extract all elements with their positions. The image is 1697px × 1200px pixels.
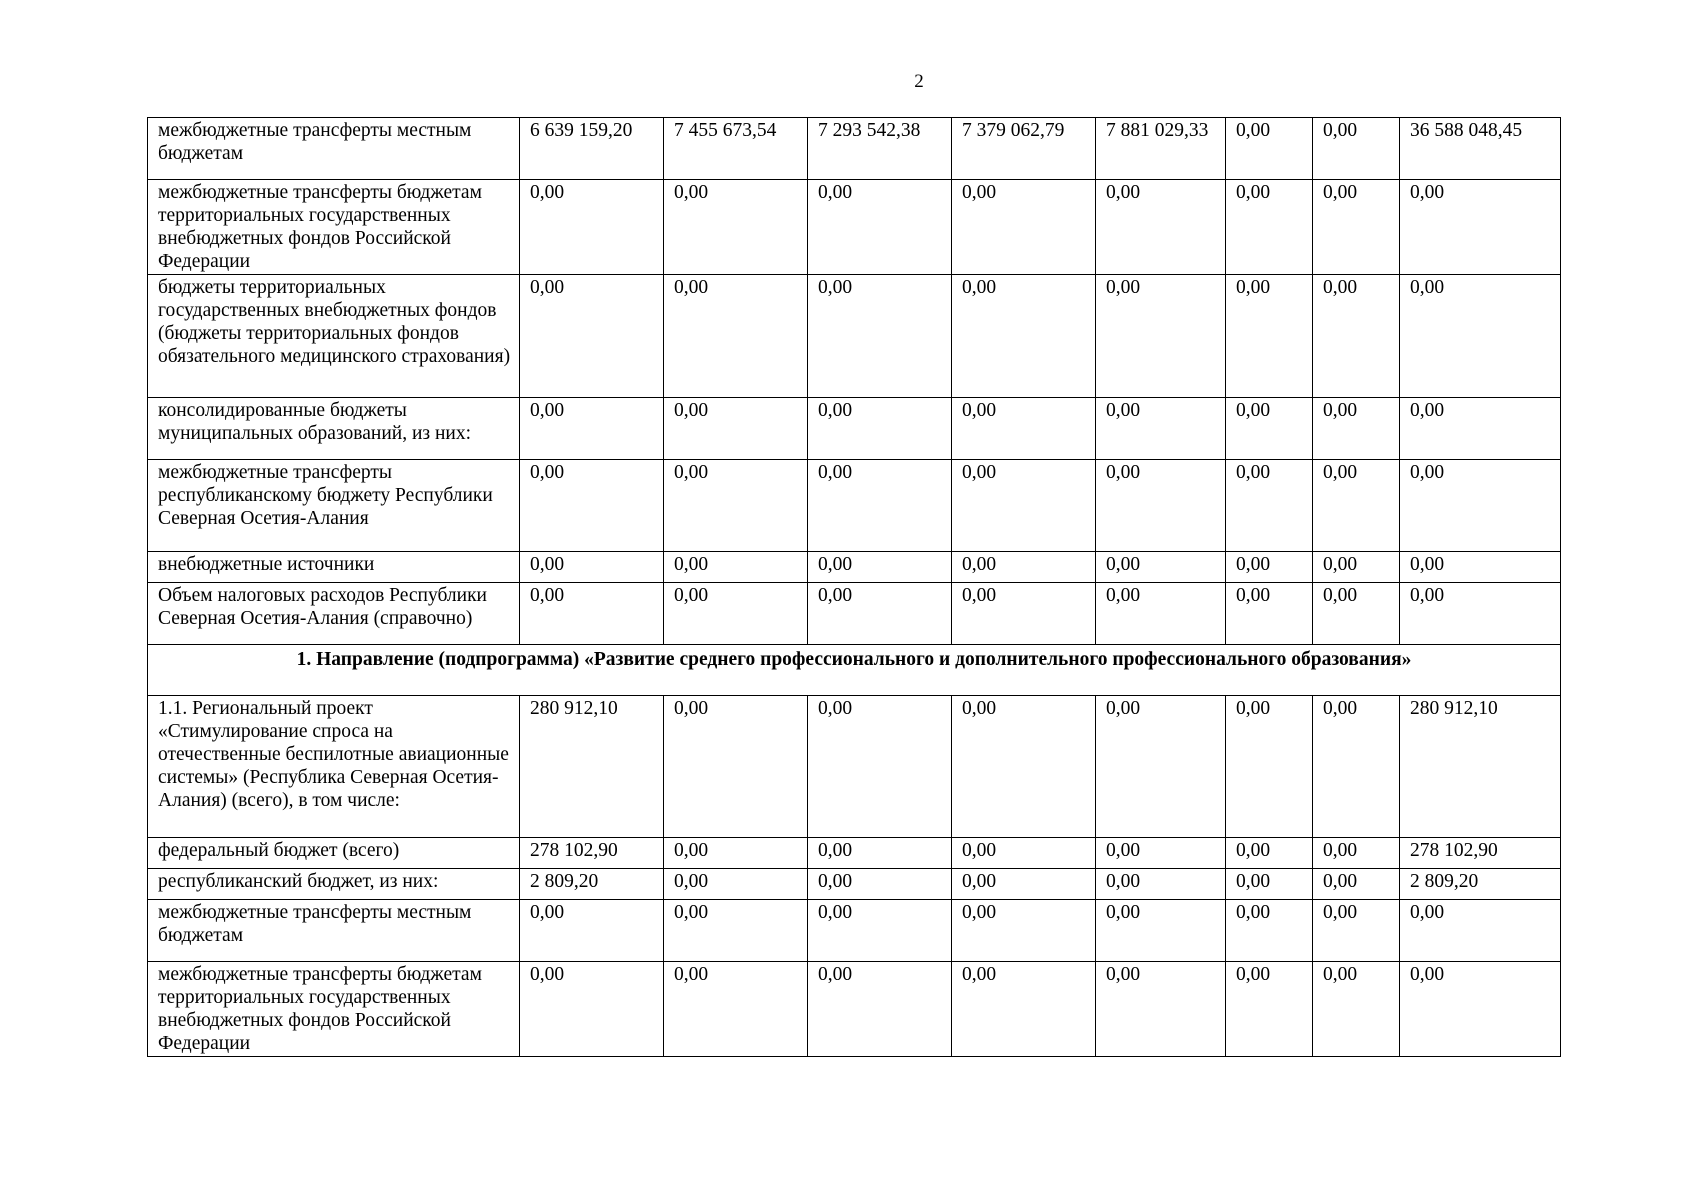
value-cell: 0,00	[664, 962, 808, 1057]
value-cell: 0,00	[1226, 275, 1313, 398]
value-cell: 0,00	[952, 180, 1096, 275]
value-cell: 0,00	[520, 460, 664, 552]
value-cell: 0,00	[952, 696, 1096, 838]
value-cell: 0,00	[1226, 962, 1313, 1057]
value-cell: 0,00	[520, 962, 664, 1057]
table-row	[148, 275, 1561, 398]
row-label: межбюджетные трансферты местным бюджетам	[148, 900, 520, 962]
value-cell: 0,00	[1096, 838, 1226, 869]
value-cell: 0,00	[1313, 838, 1400, 869]
value-cell: 0,00	[1096, 552, 1226, 583]
value-cell: 0,00	[1400, 552, 1561, 583]
value-cell: 0,00	[1226, 583, 1313, 645]
row-label: межбюджетные трансферты республиканскому бюджету Республики Северная Осетия-Алания	[148, 460, 520, 552]
value-cell: 0,00	[520, 900, 664, 962]
value-cell: 0,00	[952, 460, 1096, 552]
table-row	[148, 460, 1561, 552]
table-row	[148, 180, 1561, 275]
section-header-row	[148, 645, 1561, 696]
value-cell: 0,00	[1226, 900, 1313, 962]
value-cell: 0,00	[1313, 869, 1400, 900]
value-cell: 0,00	[1313, 398, 1400, 460]
table-row	[148, 552, 1561, 583]
value-cell: 0,00	[1096, 869, 1226, 900]
value-cell: 0,00	[808, 962, 952, 1057]
page-number: 2	[914, 71, 924, 92]
value-cell: 0,00	[1096, 962, 1226, 1057]
value-cell: 0,00	[952, 900, 1096, 962]
row-label: республиканский бюджет, из них:	[148, 869, 520, 900]
row-label: 1.1. Региональный проект «Стимулирование спроса на отечественные беспилотные авиационные системы» (Республика Северная Осетия-Алания) (всего), в том числе:	[148, 696, 520, 838]
value-cell: 0,00	[1313, 583, 1400, 645]
value-cell: 7 881 029,33	[1096, 118, 1226, 180]
value-cell: 0,00	[664, 869, 808, 900]
value-cell: 0,00	[952, 838, 1096, 869]
value-cell: 2 809,20	[520, 869, 664, 900]
value-cell: 280 912,10	[520, 696, 664, 838]
budget-table	[147, 117, 1561, 1057]
value-cell: 0,00	[952, 275, 1096, 398]
value-cell: 0,00	[520, 398, 664, 460]
value-cell: 0,00	[1313, 962, 1400, 1057]
value-cell: 0,00	[1096, 275, 1226, 398]
value-cell: 0,00	[808, 552, 952, 583]
table-row	[148, 962, 1561, 1057]
value-cell: 0,00	[808, 583, 952, 645]
value-cell: 0,00	[808, 275, 952, 398]
value-cell: 0,00	[1313, 460, 1400, 552]
value-cell: 0,00	[952, 552, 1096, 583]
value-cell: 0,00	[808, 398, 952, 460]
table-body-bottom	[148, 696, 1561, 1057]
row-label: межбюджетные трансферты бюджетам территориальных государственных внебюджетных фондов Российской Федерации	[148, 962, 520, 1057]
value-cell: 0,00	[1226, 869, 1313, 900]
value-cell: 7 293 542,38	[808, 118, 952, 180]
value-cell: 0,00	[1226, 460, 1313, 552]
value-cell: 6 639 159,20	[520, 118, 664, 180]
value-cell: 0,00	[1313, 180, 1400, 275]
table-body-top	[148, 118, 1561, 645]
value-cell: 0,00	[1400, 398, 1561, 460]
value-cell: 0,00	[1096, 398, 1226, 460]
value-cell: 36 588 048,45	[1400, 118, 1561, 180]
value-cell: 0,00	[520, 180, 664, 275]
table-row	[148, 398, 1561, 460]
row-label: бюджеты территориальных государственных внебюджетных фондов (бюджеты территориальных фондов обязательного медицинского страхования)	[148, 275, 520, 398]
row-label: межбюджетные трансферты бюджетам территориальных государственных внебюджетных фондов Российской Федерации	[148, 180, 520, 275]
row-label: Объем налоговых расходов Республики Северная Осетия-Алания (справочно)	[148, 583, 520, 645]
value-cell: 0,00	[664, 275, 808, 398]
value-cell: 0,00	[520, 583, 664, 645]
value-cell: 0,00	[1226, 696, 1313, 838]
value-cell: 0,00	[952, 583, 1096, 645]
value-cell: 0,00	[1226, 180, 1313, 275]
value-cell: 0,00	[1313, 696, 1400, 838]
table-row	[148, 838, 1561, 869]
value-cell: 0,00	[808, 696, 952, 838]
row-label: внебюджетные источники	[148, 552, 520, 583]
value-cell: 2 809,20	[1400, 869, 1561, 900]
value-cell: 278 102,90	[1400, 838, 1561, 869]
value-cell: 0,00	[952, 962, 1096, 1057]
value-cell: 0,00	[1400, 962, 1561, 1057]
value-cell: 0,00	[1400, 275, 1561, 398]
table-row	[148, 696, 1561, 838]
table-row	[148, 583, 1561, 645]
value-cell: 0,00	[1226, 838, 1313, 869]
table-row	[148, 869, 1561, 900]
value-cell: 0,00	[1400, 900, 1561, 962]
value-cell: 0,00	[808, 869, 952, 900]
row-label: межбюджетные трансферты местным бюджетам	[148, 118, 520, 180]
value-cell: 0,00	[664, 900, 808, 962]
value-cell: 0,00	[1226, 398, 1313, 460]
value-cell: 0,00	[664, 696, 808, 838]
value-cell: 0,00	[1226, 118, 1313, 180]
value-cell: 0,00	[1313, 552, 1400, 583]
table-row	[148, 118, 1561, 180]
value-cell: 0,00	[952, 398, 1096, 460]
value-cell: 0,00	[664, 398, 808, 460]
value-cell: 0,00	[664, 583, 808, 645]
table-row	[148, 900, 1561, 962]
section-title: 1. Направление (подпрограмма) «Развитие среднего профессионального и дополнительного профессионального образования»	[148, 645, 1561, 696]
value-cell: 0,00	[520, 552, 664, 583]
value-cell: 280 912,10	[1400, 696, 1561, 838]
value-cell: 0,00	[1400, 180, 1561, 275]
row-label: консолидированные бюджеты муниципальных образований, из них:	[148, 398, 520, 460]
value-cell: 7 379 062,79	[952, 118, 1096, 180]
value-cell: 0,00	[1096, 900, 1226, 962]
section-header-body	[148, 645, 1561, 696]
value-cell: 0,00	[1313, 118, 1400, 180]
value-cell: 0,00	[664, 838, 808, 869]
row-label: федеральный бюджет (всего)	[148, 838, 520, 869]
value-cell: 0,00	[808, 460, 952, 552]
value-cell: 0,00	[664, 460, 808, 552]
value-cell: 0,00	[1096, 180, 1226, 275]
value-cell: 0,00	[664, 552, 808, 583]
value-cell: 0,00	[664, 180, 808, 275]
value-cell: 0,00	[1313, 275, 1400, 398]
value-cell: 7 455 673,54	[664, 118, 808, 180]
value-cell: 0,00	[1096, 460, 1226, 552]
value-cell: 0,00	[520, 275, 664, 398]
value-cell: 0,00	[1313, 900, 1400, 962]
value-cell: 0,00	[808, 180, 952, 275]
value-cell: 0,00	[1096, 696, 1226, 838]
value-cell: 0,00	[1400, 460, 1561, 552]
value-cell: 0,00	[1096, 583, 1226, 645]
value-cell: 0,00	[1226, 552, 1313, 583]
value-cell: 0,00	[808, 838, 952, 869]
value-cell: 278 102,90	[520, 838, 664, 869]
value-cell: 0,00	[808, 900, 952, 962]
value-cell: 0,00	[1400, 583, 1561, 645]
value-cell: 0,00	[952, 869, 1096, 900]
